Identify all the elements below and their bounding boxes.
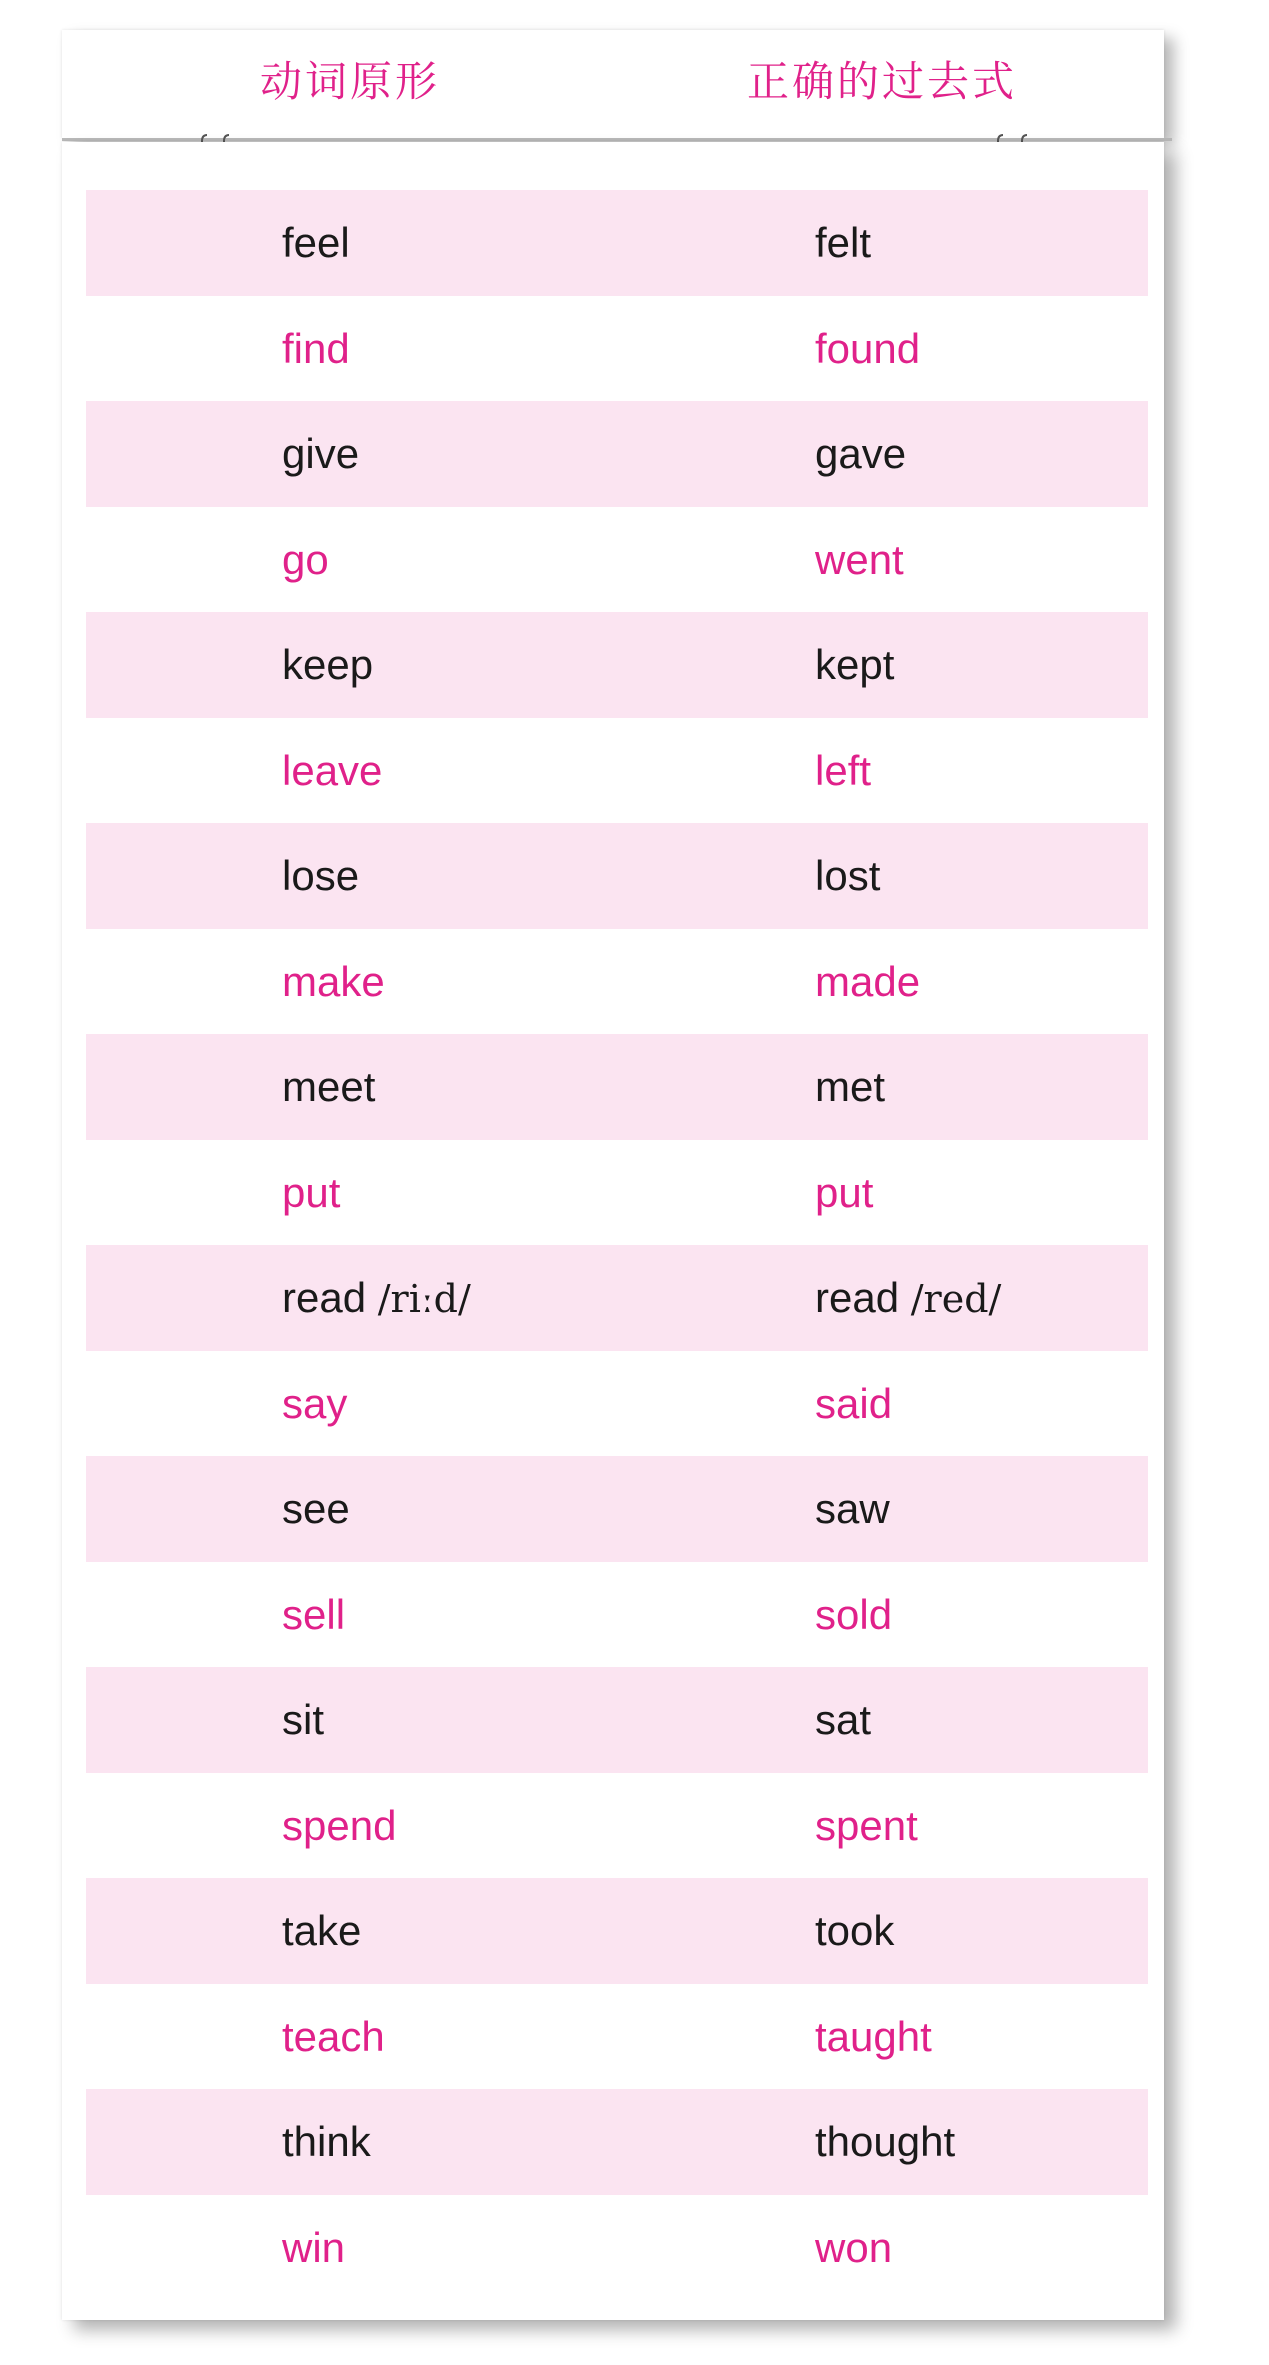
past-tense-word: read bbox=[815, 1274, 900, 1321]
table-row bbox=[86, 1140, 1148, 1246]
table-row bbox=[86, 1667, 1148, 1773]
base-form-cell bbox=[282, 1140, 340, 1246]
table-row bbox=[86, 718, 1148, 824]
base-form-word: give bbox=[282, 430, 360, 477]
past-tense-cell bbox=[815, 1245, 1001, 1351]
base-form-cell bbox=[282, 1984, 385, 2090]
base-form-word: teach bbox=[282, 2012, 385, 2060]
table-row bbox=[86, 296, 1148, 402]
table-row bbox=[86, 823, 1148, 929]
past-tense-word: made bbox=[815, 957, 921, 1005]
past-tense-cell bbox=[815, 2195, 892, 2301]
base-form-cell bbox=[282, 929, 385, 1035]
past-tense-word: taught bbox=[815, 2012, 932, 2060]
base-form-cell bbox=[282, 1456, 350, 1562]
base-form-cell bbox=[282, 2089, 371, 2195]
table-row bbox=[86, 1773, 1148, 1879]
past-tense-word: put bbox=[815, 1168, 874, 1216]
past-tense-cell bbox=[815, 1140, 873, 1246]
base-form-cell bbox=[282, 190, 350, 296]
base-form-word: make bbox=[282, 957, 385, 1005]
base-form-cell bbox=[282, 1351, 347, 1457]
base-form-cell bbox=[282, 1562, 345, 1668]
table-row bbox=[86, 929, 1148, 1035]
past-tense-cell bbox=[815, 1562, 892, 1668]
base-form-word: win bbox=[282, 2223, 346, 2271]
past-tense-cell bbox=[815, 1456, 890, 1562]
past-tense-phonetic: /red/ bbox=[910, 1277, 1002, 1321]
past-tense-cell bbox=[815, 507, 904, 613]
past-tense-word: said bbox=[815, 1379, 893, 1427]
base-form-word: find bbox=[282, 324, 350, 372]
header-past-tense: 正确的过去式 bbox=[747, 57, 1018, 106]
past-tense-cell bbox=[815, 401, 906, 507]
base-form-cell bbox=[282, 296, 350, 402]
past-tense-word: went bbox=[815, 535, 904, 583]
past-tense-cell bbox=[815, 2089, 955, 2195]
past-tense-word: met bbox=[815, 1063, 886, 1110]
base-form-cell bbox=[282, 1245, 471, 1351]
table-row bbox=[86, 401, 1148, 507]
table-row bbox=[86, 1351, 1148, 1457]
past-tense-cell bbox=[815, 1351, 892, 1457]
table-row bbox=[86, 2195, 1148, 2301]
past-tense-cell bbox=[815, 1667, 871, 1773]
base-form-cell bbox=[282, 1878, 361, 1984]
table-row bbox=[86, 507, 1148, 613]
base-form-cell bbox=[282, 1667, 324, 1773]
past-tense-word: lost bbox=[815, 852, 881, 899]
base-form-cell bbox=[282, 1773, 396, 1879]
past-tense-word: thought bbox=[815, 2118, 956, 2165]
past-tense-word: kept bbox=[815, 641, 895, 688]
base-form-cell bbox=[282, 612, 373, 718]
base-form-word: see bbox=[282, 1485, 350, 1532]
past-tense-cell bbox=[815, 190, 871, 296]
past-tense-cell bbox=[815, 718, 871, 824]
past-tense-word: found bbox=[815, 324, 921, 372]
past-tense-cell bbox=[815, 1878, 894, 1984]
base-form-word: go bbox=[282, 535, 329, 583]
base-form-word: say bbox=[282, 1379, 348, 1427]
base-form-cell bbox=[282, 2195, 345, 2301]
base-form-cell bbox=[282, 823, 359, 929]
past-tense-word: won bbox=[815, 2223, 893, 2271]
base-form-word: sit bbox=[282, 1696, 324, 1743]
base-form-cell bbox=[282, 401, 359, 507]
past-tense-cell bbox=[815, 1773, 918, 1879]
base-form-word: leave bbox=[282, 746, 383, 794]
past-tense-word: sold bbox=[815, 1590, 893, 1638]
past-tense-cell bbox=[815, 929, 920, 1035]
table-row bbox=[86, 1456, 1148, 1562]
base-form-word: think bbox=[282, 2118, 371, 2165]
base-form-word: feel bbox=[282, 219, 350, 266]
base-form-word: keep bbox=[282, 641, 374, 688]
base-form-phonetic: /riːd/ bbox=[377, 1277, 471, 1321]
table-row bbox=[86, 1245, 1148, 1351]
table-row bbox=[86, 612, 1148, 718]
table-row bbox=[86, 1878, 1148, 1984]
base-form-word: take bbox=[282, 1907, 362, 1954]
past-tense-word: gave bbox=[815, 430, 907, 477]
table-row bbox=[86, 1034, 1148, 1140]
base-form-word: meet bbox=[282, 1063, 376, 1110]
verb-table bbox=[62, 142, 1164, 2320]
base-form-word: lose bbox=[282, 852, 360, 899]
base-form-word: read bbox=[282, 1274, 367, 1321]
table-row bbox=[86, 1562, 1148, 1668]
past-tense-word: took bbox=[815, 1907, 895, 1954]
past-tense-word: felt bbox=[815, 219, 872, 266]
base-form-word: sell bbox=[282, 1590, 346, 1638]
past-tense-cell bbox=[815, 1984, 932, 2090]
base-form-word: put bbox=[282, 1168, 341, 1216]
table-header bbox=[62, 30, 1164, 138]
table-row bbox=[86, 2089, 1148, 2195]
past-tense-cell bbox=[815, 823, 880, 929]
base-form-cell bbox=[282, 718, 382, 824]
past-tense-word: sat bbox=[815, 1696, 872, 1743]
past-tense-word: left bbox=[815, 746, 872, 794]
base-form-word: spend bbox=[282, 1801, 397, 1849]
base-form-cell bbox=[282, 1034, 375, 1140]
past-tense-cell bbox=[815, 296, 920, 402]
verb-rows bbox=[86, 190, 1148, 2300]
past-tense-word: spent bbox=[815, 1801, 918, 1849]
past-tense-word: saw bbox=[815, 1485, 890, 1532]
past-tense-cell bbox=[815, 612, 894, 718]
header-base-form: 动词原形 bbox=[260, 57, 441, 106]
base-form-cell bbox=[282, 507, 329, 613]
table-row bbox=[86, 1984, 1148, 2090]
past-tense-cell bbox=[815, 1034, 885, 1140]
table-row bbox=[86, 190, 1148, 296]
